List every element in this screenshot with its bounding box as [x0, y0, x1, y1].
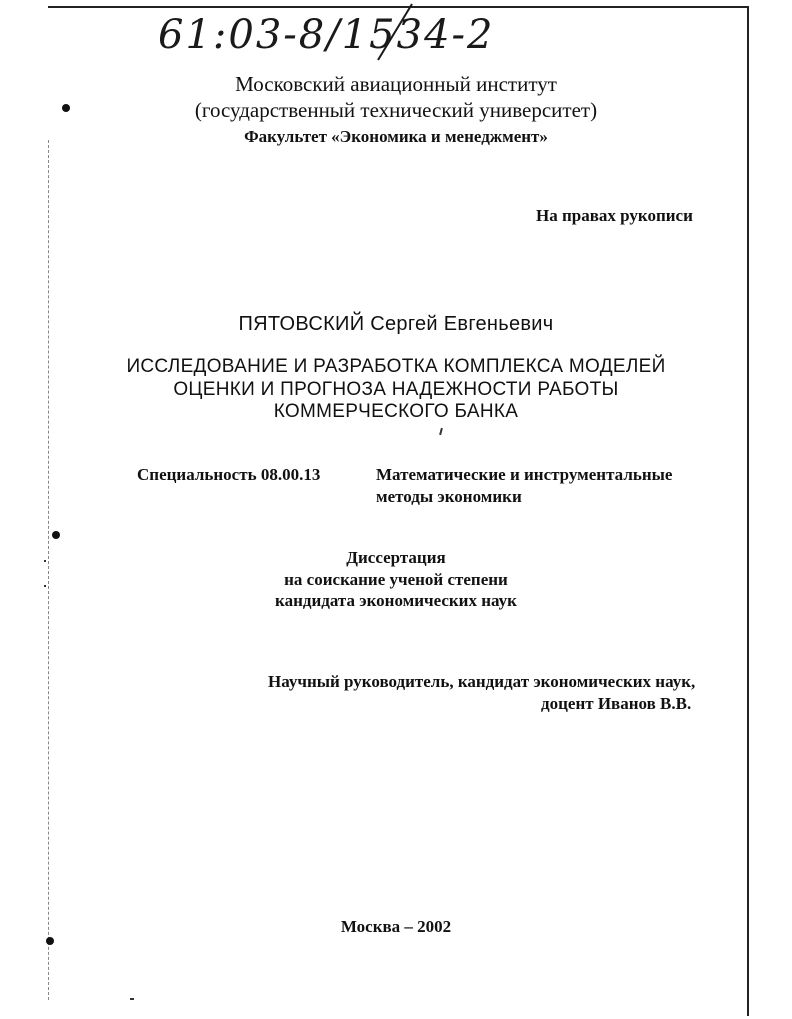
archive-number-text: 61:03-8/1534-2 — [158, 12, 495, 58]
supervisor-line-2: доцент Иванов В.В. — [541, 694, 692, 713]
author-name: ПЯТОВСКИЙ Сергей Евгеньевич — [238, 313, 554, 335]
specialty-name-line-1: Математические и инструментальные — [376, 465, 673, 484]
faculty-name: Факультет «Экономика и менеджмент» — [244, 127, 548, 146]
punch-hole-mark — [52, 531, 60, 539]
scan-right-edge — [747, 6, 749, 1016]
degree-line-1: на соискание ученой степени — [284, 570, 508, 589]
thesis-title-line-1: ИССЛЕДОВАНИЕ И РАЗРАБОТКА КОМПЛЕКСА МОДЕЛЕЙ — [126, 356, 666, 377]
punch-hole-mark — [62, 104, 70, 112]
scan-speck — [130, 998, 134, 1000]
supervisor-line-1: Научный руководитель, кандидат экономических наук, — [268, 672, 696, 691]
thesis-title-line-2: ОЦЕНКИ И ПРОГНОЗА НАДЕЖНОСТИ РАБОТЫ — [173, 379, 619, 400]
thesis-title-line-3: КОММЕРЧЕСКОГО БАНКА — [273, 401, 519, 422]
punch-hole-mark — [46, 937, 54, 945]
university-name: (государственный технический университет) — [194, 98, 598, 122]
scan-speck — [439, 428, 443, 435]
specialty-code: Специальность 08.00.13 — [137, 465, 321, 484]
manuscript-rights: На правах рукописи — [536, 206, 693, 225]
city-year: Москва – 2002 — [340, 917, 452, 936]
institute-name: Московский авиационный институт — [235, 72, 557, 96]
degree-line-2: кандидата экономических наук — [275, 591, 517, 610]
scan-speck — [44, 585, 46, 587]
scan-speck — [44, 560, 46, 562]
dissertation-label: Диссертация — [346, 548, 446, 567]
specialty-name-line-2: методы экономики — [376, 487, 522, 506]
